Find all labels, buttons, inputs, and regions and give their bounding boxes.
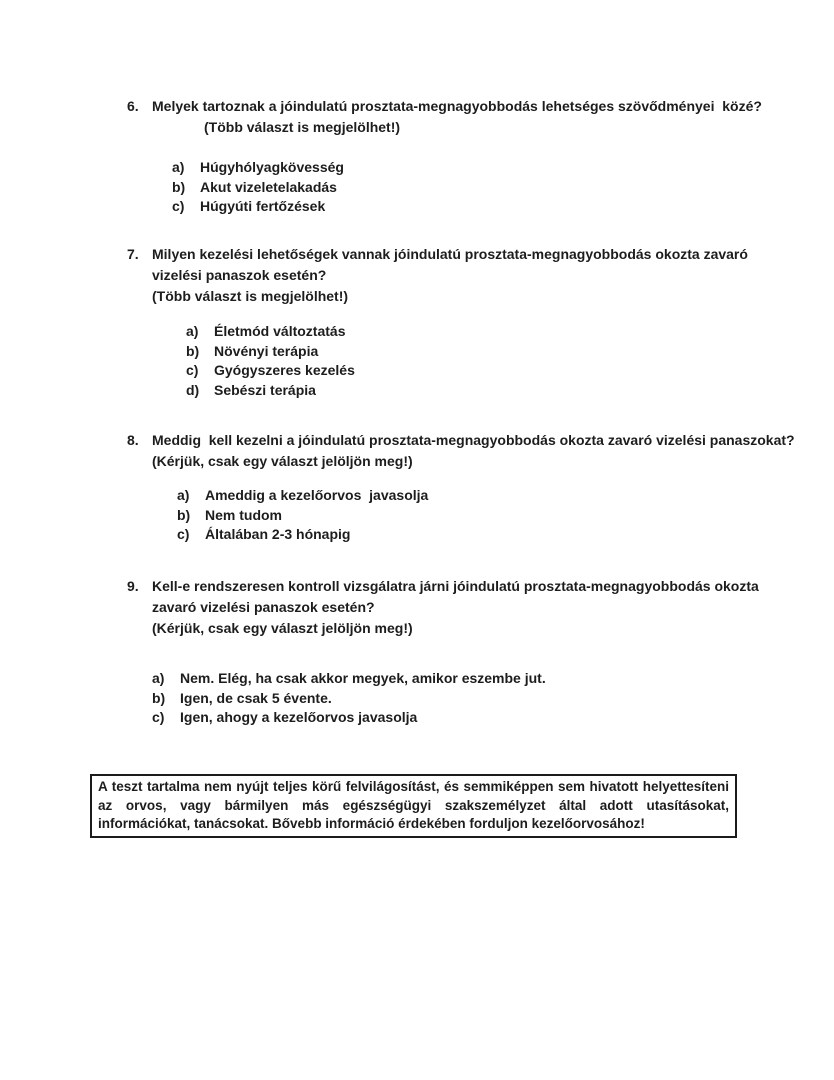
option-letter: c) xyxy=(172,198,185,214)
answer-options xyxy=(177,486,795,545)
question-7 xyxy=(127,244,748,400)
option-letter: a) xyxy=(177,487,190,503)
option-text: Nem tudom xyxy=(205,506,282,523)
answer-option xyxy=(186,381,748,401)
option-letter: c) xyxy=(186,362,199,378)
question-text: zavaró vizelési panaszok esetén? xyxy=(152,599,375,615)
answer-option xyxy=(186,361,748,381)
option-letter: b) xyxy=(152,689,166,706)
option-text: Nem. Elég, ha csak akkor megyek, amikor eszembe jut. xyxy=(180,670,546,686)
option-letter: b) xyxy=(177,506,191,523)
option-text: Gyógyszeres kezelés xyxy=(214,362,355,378)
question-instruction: (Kérjük, csak egy választ jelöljön meg!) xyxy=(152,620,413,636)
question-instruction: (Több választ is megjelölhet!) xyxy=(204,119,401,135)
question-number: 8. xyxy=(127,432,139,448)
disclaimer-box xyxy=(90,774,737,838)
question-6 xyxy=(127,96,762,217)
answer-options xyxy=(186,322,748,400)
answer-option xyxy=(172,178,762,198)
option-text: Akut vizeletelakadás xyxy=(200,178,337,195)
option-text: Sebészi terápia xyxy=(214,381,316,398)
question-text: Melyek tartoznak a jóindulatú prosztata-megnagyobbodás lehetséges szövődményei közé? xyxy=(152,98,762,114)
answer-options xyxy=(152,669,759,728)
option-letter: b) xyxy=(186,342,200,359)
question-text: Milyen kezelési lehetőségek vannak jóindulatú prosztata-megnagyobbodás okozta zavaró xyxy=(152,246,748,262)
question-9 xyxy=(127,576,759,728)
option-letter: b) xyxy=(172,178,186,195)
answer-options xyxy=(172,158,762,217)
option-letter: a) xyxy=(152,670,165,686)
question-number: 6. xyxy=(127,98,139,114)
option-text: Húgyúti fertőzések xyxy=(200,198,326,214)
answer-option xyxy=(177,486,795,506)
answer-option xyxy=(152,669,759,689)
option-text: Igen, ahogy a kezelőorvos javasolja xyxy=(180,709,418,725)
option-text: Általában 2-3 hónapig xyxy=(205,526,351,542)
question-text: vizelési panaszok esetén? xyxy=(152,267,327,283)
question-8 xyxy=(127,430,795,545)
option-text: Növényi terápia xyxy=(214,342,319,359)
answer-option xyxy=(186,322,748,342)
disclaimer-text: A teszt tartalma nem nyújt teljes körű felvilágosítást, és semmiképpen sem hivatott helyettesíteni az orvos, vagy bármilyen más egészségügyi szakszemélyzet által adott utasításokat, információkat, tanácsokat. Bővebb információ érdekében forduljon kezelőorvosához! xyxy=(98,779,729,832)
option-text: Igen, de csak 5 évente. xyxy=(180,689,332,706)
option-text: Életmód változtatás xyxy=(214,323,346,339)
answer-option xyxy=(172,158,762,178)
answer-option xyxy=(177,525,795,545)
answer-option xyxy=(152,708,759,728)
question-text: Kell-e rendszeresen kontroll vizsgálatra járni jóindulatú prosztata-megnagyobbodás okozta xyxy=(152,578,759,594)
question-number: 7. xyxy=(127,246,139,262)
option-text: Húgyhólyagkövesség xyxy=(200,159,344,175)
question-number: 9. xyxy=(127,578,139,594)
option-letter: c) xyxy=(177,526,190,542)
option-letter: a) xyxy=(186,323,199,339)
option-text: Ameddig a kezelőorvos javasolja xyxy=(205,487,429,503)
answer-option xyxy=(172,197,762,217)
answer-option xyxy=(186,342,748,362)
answer-option xyxy=(177,506,795,526)
question-instruction: (Kérjük, csak egy választ jelöljön meg!) xyxy=(152,453,413,469)
option-letter: c) xyxy=(152,709,165,725)
option-letter: d) xyxy=(186,381,200,398)
answer-option xyxy=(152,689,759,709)
option-letter: a) xyxy=(172,159,185,175)
question-text: Meddig kell kezelni a jóindulatú prosztata-megnagyobbodás okozta zavaró vizelési panaszokat? xyxy=(152,432,795,448)
question-instruction: (Több választ is megjelölhet!) xyxy=(152,288,349,304)
